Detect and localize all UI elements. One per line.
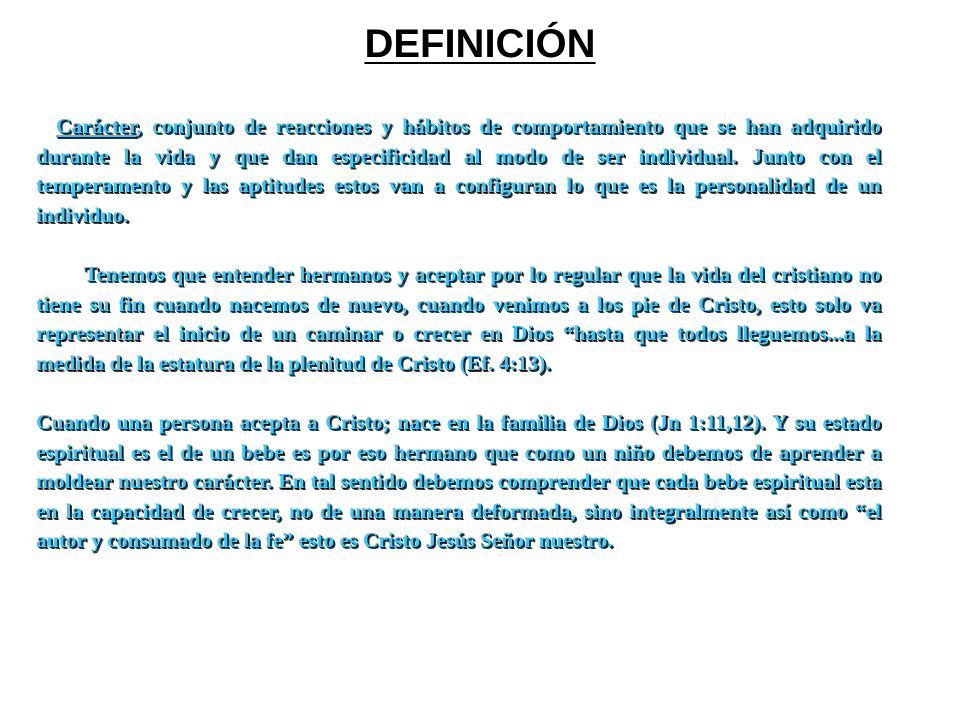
defined-term: Carácter (56, 114, 137, 138)
slide-body (36, 112, 881, 556)
new-birth-text: Cuando una persona acepta a Cristo; nace en la familia de Dios (Jn 1:11,12). Y su estado espiritual es el de un bebe es por eso hermano que como un niño debemos de aprender a moldear nuestro carácter. En tal sentido debemos comprender que cada bebe espiritual esta en la capacidad de crecer, no de una manera deformada, sino integralmente así como “el autor y consumado de la fe” esto es Cristo Jesús Señor nuestro. (36, 410, 881, 552)
slide-title-text: DEFINICIÓN (364, 22, 596, 66)
paragraph-gap (36, 378, 881, 408)
definition-text: , conjunto de reacciones y hábitos de comportamiento que se han adquirido durante la vida y que dan especificidad al modo de ser individual. Junto con el temperamento y las aptitudes estos van a configuran lo que es la personalidad de un individuo. (36, 114, 881, 227)
paragraph-gap (36, 230, 881, 260)
slide-title (0, 18, 960, 70)
growth-text: Tenemos que entender hermanos y aceptar por lo regular que la vida del cristiano no tiene su fin cuando nacemos de nuevo, cuando venimos a los pie de Cristo, esto solo va representar el inicio de un caminar o crecer en Dios “hasta que todos lleguemos...a la medida de la estatura de la plenitud de Cristo (Ef. 4:13). (36, 262, 881, 375)
paragraph-growth (36, 260, 881, 378)
paragraph-new-birth (36, 408, 881, 556)
paragraph-definition (36, 112, 881, 230)
